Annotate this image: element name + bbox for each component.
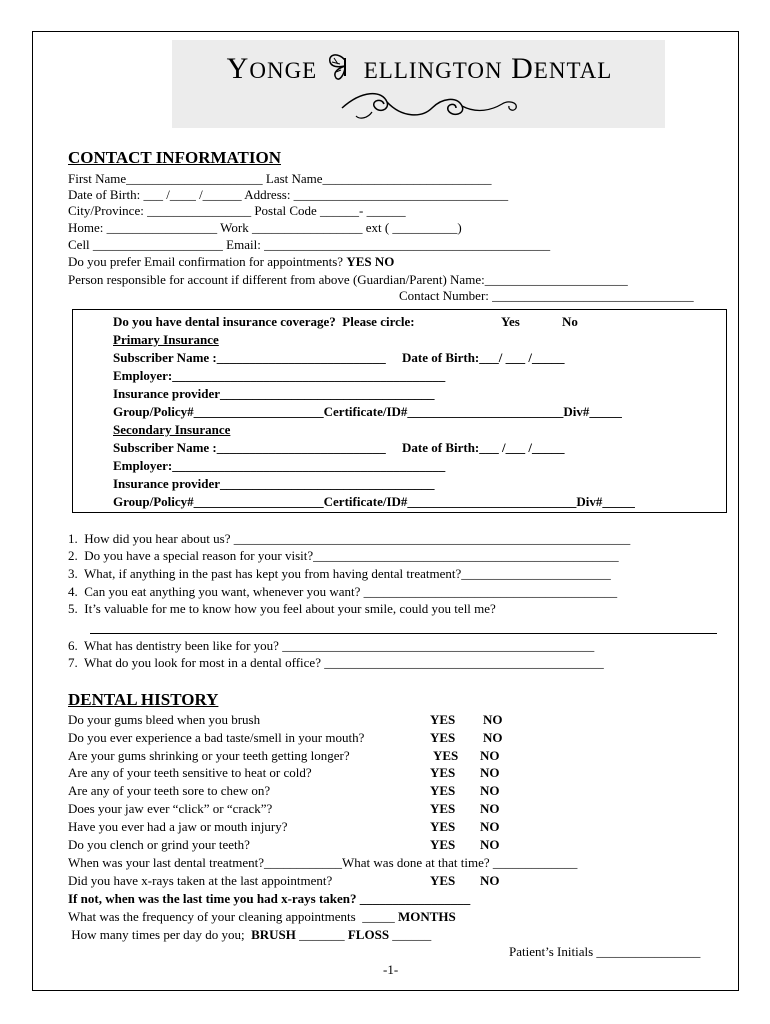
cleaning-unit: MONTHS (397, 909, 456, 924)
question-6[interactable]: 6. What has dentistry been like for you? ________________________________________________ (68, 638, 595, 653)
xrays-no[interactable]: NO (480, 873, 500, 888)
xrays-when-line[interactable]: If not, when was the last time you had x-rays taken? _________________ (68, 891, 471, 906)
dental-q-5: Does your jaw ever “click” or “crack”? (68, 801, 273, 816)
xrays-question: Did you have x-rays taken at the last appointment? (68, 873, 333, 888)
dental-q-2: Are your gums shrinking or your teeth getting longer? (68, 748, 350, 763)
dental-q-7-yes[interactable]: YES (430, 837, 456, 852)
insurance-no[interactable]: No (562, 314, 578, 329)
primary-insurance-heading: Primary Insurance (113, 332, 219, 347)
dental-q-5-no[interactable]: NO (480, 801, 500, 816)
dental-q-4-no[interactable]: NO (480, 783, 500, 798)
insurance-question (113, 314, 415, 329)
question-3[interactable]: 3. What, if anything in the past has kept you from having dental treatment?_______________________ (68, 566, 611, 581)
page-number: -1- (383, 962, 399, 977)
dental-q-0: Do your gums bleed when you brush (68, 712, 261, 727)
insurance-yes[interactable]: Yes (501, 314, 520, 329)
dental-q-3-yes[interactable]: YES (430, 765, 456, 780)
dental-history-heading: DENTAL HISTORY (68, 690, 219, 709)
dental-q-0-no[interactable]: NO (483, 712, 503, 727)
brush-label: BRUSH (251, 927, 296, 942)
butterfly-icon (326, 52, 364, 82)
dental-q-3: Are any of your teeth sensitive to heat or cold? (68, 765, 312, 780)
primary-employer-line[interactable]: Employer:__________________________________________ (113, 368, 446, 383)
secondary-insurance-heading: Secondary Insurance (113, 422, 231, 437)
question-5: 5. It’s valuable for me to know how you feel about your smile, could you tell me? (68, 601, 496, 616)
dob-address-line[interactable]: Date of Birth: ___ /____ /______ Address: _________________________________ (68, 187, 509, 202)
floss-blank[interactable]: ______ (389, 927, 432, 942)
dental-q-4-yes[interactable]: YES (430, 783, 456, 798)
dental-q-0-yes[interactable]: YES (430, 712, 456, 727)
dental-q-5-yes[interactable]: YES (430, 801, 456, 816)
dental-q-2-no[interactable]: NO (480, 748, 500, 763)
email-pref-line (68, 254, 394, 269)
primary-group-line[interactable]: Group/Policy#____________________Certificate/ID#________________________Div#_____ (113, 404, 622, 419)
dental-q-7-no[interactable]: NO (480, 837, 500, 852)
primary-provider-line[interactable]: Insurance provider_________________________________ (113, 386, 435, 401)
cleaning-label[interactable]: What was the frequency of your cleaning appointments _____ (68, 909, 398, 924)
dental-q-4: Are any of your teeth sore to chew on? (68, 783, 271, 798)
question-7[interactable]: 7. What do you look for most in a dental office? ___________________________________________ (68, 655, 604, 670)
contact-number-line[interactable]: Contact Number: _______________________________ (399, 288, 694, 303)
secondary-employer-line[interactable]: Employer:__________________________________________ (113, 458, 446, 473)
responsible-line[interactable]: Person responsible for account if different from above (Guardian/Parent) Name:______________________ (68, 272, 628, 287)
secondary-subscriber-line[interactable]: Subscriber Name :__________________________ Date of Birth:___ /___ /_____ (113, 440, 565, 455)
insurance-question-text: Do you have dental insurance coverage? Please circle: (113, 314, 415, 329)
dental-q-7: Do you clench or grind your teeth? (68, 837, 250, 852)
patient-initials-line[interactable]: Patient’s Initials ________________ (509, 944, 701, 959)
logo-part2-rest: ELLINGTON (363, 58, 503, 83)
per-day-label: How many times per day do you; (68, 927, 252, 942)
dental-q-2-yes[interactable]: YES (433, 748, 459, 763)
logo-part3-cap: D (511, 52, 534, 85)
last-treatment-line[interactable]: When was your last dental treatment?____________What was done at that time? _____________ (68, 855, 578, 870)
name-line[interactable]: First Name_____________________ Last Name__________________________ (68, 171, 492, 186)
dental-q-6-yes[interactable]: YES (430, 819, 456, 834)
dental-q-6: Have you ever had a jaw or mouth injury? (68, 819, 288, 834)
logo-part1-rest: ONGE (249, 58, 318, 83)
secondary-provider-line[interactable]: Insurance provider_________________________________ (113, 476, 435, 491)
contact-heading: CONTACT INFORMATION (68, 148, 281, 167)
dental-q-6-no[interactable]: NO (480, 819, 500, 834)
secondary-group-line[interactable]: Group/Policy#____________________Certificate/ID#__________________________Div#_____ (113, 494, 635, 509)
swirl-ornament-icon (332, 88, 532, 122)
question-2[interactable]: 2. Do you have a special reason for your visit?_______________________________________________ (68, 548, 619, 563)
logo-part3-rest: ENTAL (533, 58, 613, 83)
per-day-line (68, 927, 431, 942)
question-5-answer-line[interactable] (90, 633, 717, 634)
email-pref-options[interactable]: YES NO (346, 254, 395, 269)
logo-text (182, 52, 657, 86)
dental-q-1-yes[interactable]: YES (430, 730, 456, 745)
phone-line[interactable]: Home: _________________ Work _________________ ext ( __________) (68, 220, 462, 235)
dental-q-1-no[interactable]: NO (483, 730, 503, 745)
city-postal-line[interactable]: City/Province: ________________ Postal Code ______- ______ (68, 203, 406, 218)
cell-email-line[interactable]: Cell ____________________ Email: ____________________________________________ (68, 237, 551, 252)
primary-subscriber-line[interactable]: Subscriber Name :__________________________ Date of Birth:___/ ___ /_____ (113, 350, 565, 365)
dental-q-3-no[interactable]: NO (480, 765, 500, 780)
logo-part1-cap: Y (226, 52, 250, 85)
logo (172, 40, 665, 128)
question-1[interactable]: 1. How did you hear about us? _____________________________________________________________ (68, 531, 631, 546)
dental-q-1: Do you ever experience a bad taste/smell in your mouth? (68, 730, 365, 745)
question-4[interactable]: 4. Can you eat anything you want, whenever you want? _______________________________________ (68, 584, 618, 599)
xrays-yes[interactable]: YES (430, 873, 456, 888)
floss-label: FLOSS (347, 927, 390, 942)
email-pref-label: Do you prefer Email confirmation for appointments? (68, 254, 347, 269)
cleaning-line (68, 909, 456, 924)
brush-blank[interactable]: _______ (295, 927, 348, 942)
